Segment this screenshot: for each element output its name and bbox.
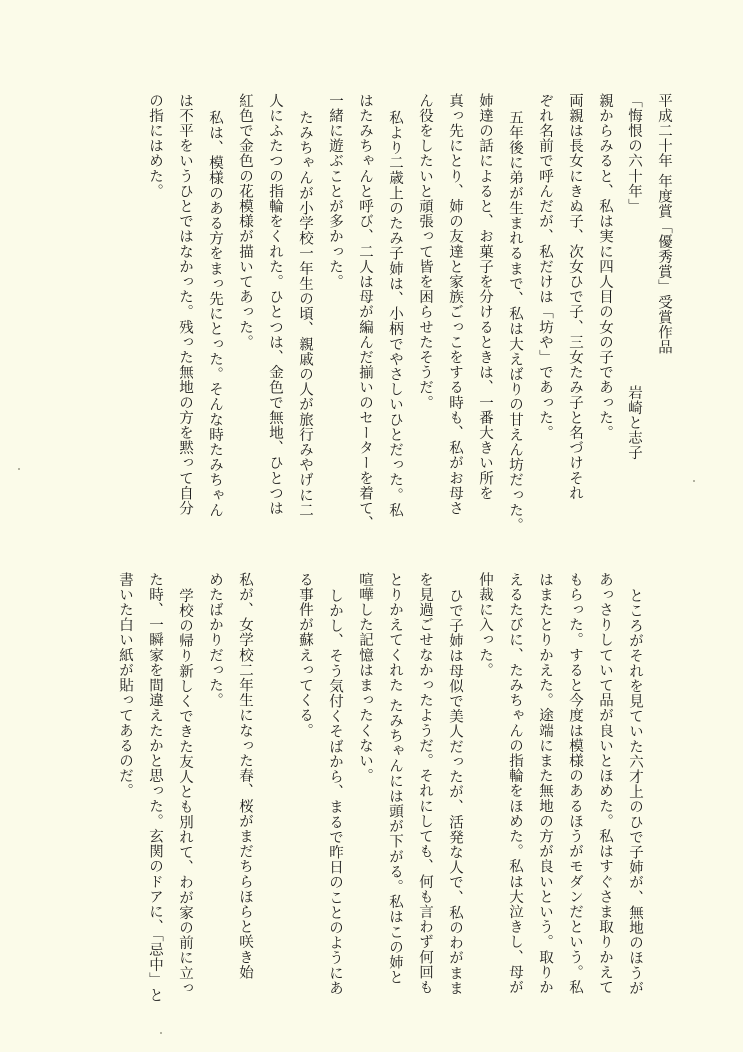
upper-column: 真っ先にとり、姉の友達と家族ごっこをする時も、私がお母さ bbox=[447, 93, 463, 516]
essay-title: 「悔恨の六十年」 bbox=[626, 93, 642, 214]
upper-column: 親からみると、私は実に四人目の女の子であった。 bbox=[597, 93, 613, 441]
lower-column: 私が、女学校二年生になった春、桜がまだちらほらと咲き始 bbox=[237, 572, 253, 980]
lower-column: た時、一瞬家を間違えたかと思った。玄関のドアに、「忌中」と bbox=[147, 572, 163, 1003]
upper-column: 紅色で金色の花模様が描いてあった。 bbox=[237, 93, 253, 350]
award-header: 平成二十年 年度賞「優秀賞」受賞作品 bbox=[656, 93, 672, 355]
upper-column: はたみちゃんと呼び、二人は母が編んだ揃いのセーターを着て、 bbox=[357, 93, 373, 531]
author-name: 岩崎と志子 bbox=[626, 385, 642, 461]
upper-column: ん役をしたいと頑張って皆を困らせたそうだ。 bbox=[417, 93, 433, 411]
lower-column: を見過ごせなかったようだ。それにしても、何も言わず何回も bbox=[417, 572, 433, 995]
lower-column: めたばかりだった。 bbox=[207, 572, 223, 708]
upper-column: は不平をいうひとではなかった。残った無地の方を黙って自分 bbox=[177, 93, 193, 516]
lower-column: 書いた白い紙が貼ってあるのだ。 bbox=[117, 572, 133, 799]
upper-column: 人にふたつの指輪をくれた。ひとつは、金色で無地、ひとつは bbox=[267, 93, 283, 516]
lower-column: 喧嘩した記憶はまったくない。 bbox=[357, 572, 373, 784]
upper-column: 一緒に遊ぶことが多かった。 bbox=[327, 93, 343, 290]
lower-column: もらった。すると今度は模様のあるほうがモダンだという。私 bbox=[567, 572, 583, 995]
paper-speck bbox=[693, 480, 695, 482]
lower-column: 学校の帰り新しくできた友人とも別れて、わが家の前に立っ bbox=[177, 588, 193, 996]
paper-speck bbox=[18, 468, 20, 470]
upper-column: 姉達の話によると、お菓子を分けるときは、一番大きい所を bbox=[477, 93, 493, 501]
upper-column: ぞれ名前で呼んだが、私だけは「坊や」であった。 bbox=[537, 93, 553, 441]
lower-column: る事件が蘇えってくる。 bbox=[297, 572, 313, 739]
upper-column: 五年後に弟が生まれるまで、私は大えばりの甘えん坊だった。 bbox=[507, 110, 523, 533]
upper-column: 両親は長女にきぬ子、次女ひで子、三女たみ子と名づけそれ bbox=[567, 93, 583, 501]
lower-column: はまたとりかえた。途端にまた無地の方が良いという。取りか bbox=[537, 572, 553, 995]
lower-column: 仲裁に入った。 bbox=[477, 572, 493, 678]
upper-column: たみちゃんが小学校一年生の頃、親戚の人が旅行みやげに二 bbox=[297, 110, 313, 518]
lower-column: ところがそれを見ていた六才上のひで子姉が、無地のほうが bbox=[627, 588, 643, 996]
upper-column: の指にはめた。 bbox=[147, 93, 163, 199]
upper-column: 私は、模様のある方をまっ先にとった。そんな時たみちゃん bbox=[207, 110, 223, 518]
lower-column: とりかえてくれた たみちゃんには頭が下がる。私はこの姉と bbox=[387, 572, 403, 985]
lower-column: あっさりしていて品が良いとほめた。私はすぐさま取りかえて bbox=[597, 572, 613, 995]
upper-column: 私より二歳上のたみ子姉は、小柄でやさしいひとだった。私 bbox=[387, 110, 403, 518]
lower-column: ひで子姉は母似で美人だったが、活発な人で、私のわがまま bbox=[447, 588, 463, 996]
lower-column: しかし、そう気付くそばから、まるで昨日のことのようにあ bbox=[327, 588, 343, 996]
paper-speck bbox=[160, 1032, 162, 1034]
lower-column: えるたびに、たみちゃんの指輪をほめた。私は大泣きし、母が bbox=[507, 572, 523, 995]
